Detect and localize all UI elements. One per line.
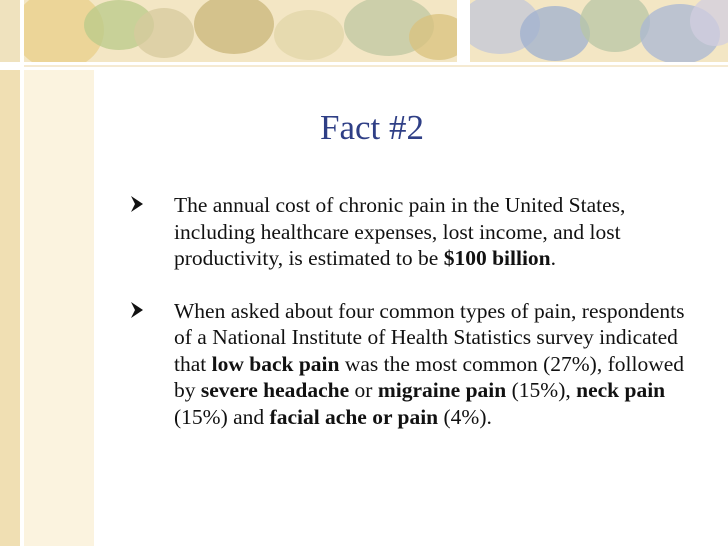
left-stripe-light xyxy=(24,70,94,546)
corner-tile xyxy=(0,0,20,62)
highlight-neck-pain: neck pain xyxy=(576,378,666,402)
arrow-bullet-icon xyxy=(130,301,144,319)
bullet-item xyxy=(130,192,700,272)
highlight-severe-headache: severe headache xyxy=(200,378,350,402)
bullet-text: When asked about four common types of pain, respondents of a National Institute of Health Statistics survey indicated that low back pain was the most common (27%), followed by severe headache or migraine pain (15%), neck pain (15%) and facial ache or pain (4%). xyxy=(174,298,685,429)
flower-banner-left xyxy=(24,0,457,62)
arrow-bullet-icon xyxy=(130,195,144,213)
left-stripe xyxy=(0,70,20,546)
highlight-cost: $100 billion xyxy=(443,246,551,270)
highlight-facial-ache: facial ache or pain xyxy=(269,404,439,429)
bullet-list xyxy=(130,192,700,456)
bullet-item xyxy=(130,298,700,431)
slide-title: Fact #2 xyxy=(320,108,425,147)
highlight-low-back-pain: low back pain xyxy=(211,351,340,376)
bullet-text: The annual cost of chronic pain in the United States, including healthcare expenses, lost income, and lost productivity, is estimated to be $100 billion. xyxy=(174,193,626,270)
flower-banner-right xyxy=(470,0,728,62)
highlight-migraine-pain: migraine pain xyxy=(377,378,507,402)
divider-line xyxy=(24,65,728,67)
